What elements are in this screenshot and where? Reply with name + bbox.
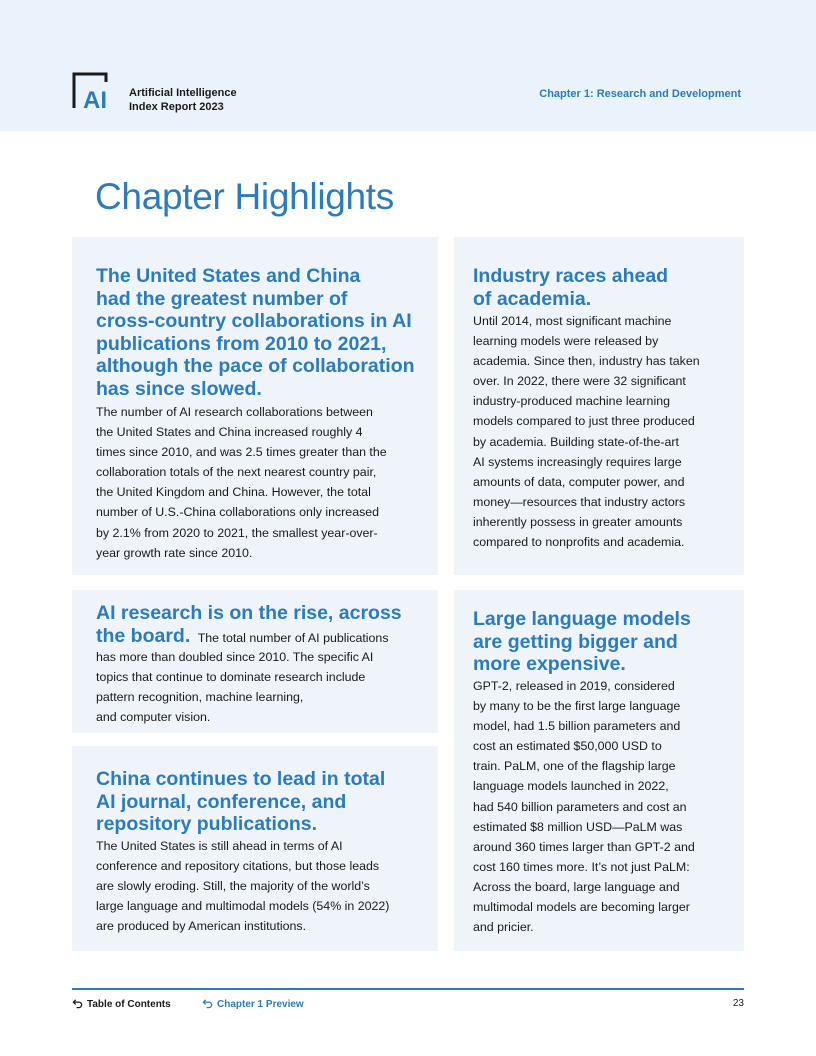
body-line: The total number of AI publications <box>197 631 389 645</box>
card-heading <box>96 602 436 625</box>
body-line: are slowly eroding. Still, the majority of the world’s <box>96 879 370 894</box>
card-heading <box>96 265 426 401</box>
report-title-line1: Artificial Intelligence <box>129 87 237 99</box>
heading-line: publications from 2010 to 2021, <box>96 332 387 355</box>
page-title: Chapter Highlights <box>95 176 394 217</box>
heading-line: more expensive. <box>473 653 626 676</box>
body-line: GPT-2, released in 2019, considered <box>473 679 675 693</box>
body-line: the United States and China increased roughly 4 <box>96 425 363 440</box>
card-body <box>96 647 431 727</box>
highlight-card-collaboration <box>72 237 438 575</box>
heading-line: the board. <box>96 625 191 647</box>
heading-line: are getting bigger and <box>473 630 678 653</box>
body-line: conference and repository citations, but those leads <box>96 859 380 874</box>
card-heading <box>96 768 426 836</box>
heading-line: China continues to lead in total <box>96 768 386 790</box>
chapter-label[interactable]: Chapter 1: Research and Development <box>539 88 741 100</box>
heading-line: had the greatest number of <box>96 287 348 310</box>
body-line: year growth rate since 2010. <box>96 545 253 560</box>
heading-line: cross-country collaborations in AI <box>96 310 412 333</box>
body-line: topics that continue to dominate research include <box>96 670 366 685</box>
card-heading <box>473 265 738 310</box>
body-line: Across the board, large language and <box>473 879 680 894</box>
body-line: by many to be the first large language <box>473 699 681 714</box>
header-band <box>0 0 816 131</box>
body-line: pattern recognition, machine learning, <box>96 690 304 705</box>
chapter-preview-label: Chapter 1 Preview <box>217 999 304 1010</box>
body-line: academia. Since then, industry has taken <box>473 354 700 369</box>
body-line: learning models were released by <box>473 334 659 349</box>
ai-index-logo <box>72 72 120 110</box>
body-line: estimated $8 million USD—PaLM was <box>473 819 683 834</box>
body-line: around 360 times larger than GPT-2 and <box>473 839 695 854</box>
highlight-card-research-rise <box>72 590 438 733</box>
body-line: collaboration totals of the next nearest country pair, <box>96 465 377 480</box>
chapter-preview-link[interactable] <box>202 998 304 1010</box>
body-line: cost 160 times more. It’s not just PaLM: <box>473 859 690 874</box>
body-line: and pricier. <box>473 920 534 935</box>
body-line: had 540 billion parameters and cost an <box>473 799 687 814</box>
return-arrow-icon <box>72 998 83 1009</box>
card-heading <box>473 608 738 676</box>
heading-line: AI journal, conference, and <box>96 790 347 813</box>
body-line: industry-produced machine learning <box>473 394 670 409</box>
heading-line: of academia. <box>473 287 592 310</box>
heading-line: although the pace of collaboration <box>96 355 415 378</box>
body-line: the United Kingdom and China. However, the total <box>96 485 371 500</box>
body-line: large language and multimodal models (54% in 2022) <box>96 899 390 914</box>
body-line: by academia. Building state-of-the-art <box>473 434 679 449</box>
table-of-contents-link[interactable] <box>72 998 171 1010</box>
body-line: cost an estimated $50,000 USD to <box>473 739 662 754</box>
body-line: The number of AI research collaborations between <box>96 405 373 419</box>
body-line: model, had 1.5 billion parameters and <box>473 719 681 734</box>
heading-line: has since slowed. <box>96 377 262 400</box>
body-line: train. PaLM, one of the flagship large <box>473 759 676 774</box>
body-line: and computer vision. <box>96 710 211 725</box>
heading-line: Large language models <box>473 608 691 630</box>
report-title-line2: Index Report 2023 <box>129 101 224 113</box>
card-body <box>473 676 741 937</box>
table-of-contents-label: Table of Contents <box>87 999 171 1010</box>
highlight-card-llm <box>454 590 744 951</box>
body-line: money—resources that industry actors <box>473 494 686 509</box>
heading-line: Industry races ahead <box>473 265 669 287</box>
body-line: models compared to just three produced <box>473 414 695 429</box>
body-line: number of U.S.-China collaborations only increased <box>96 505 380 520</box>
page-number: 23 <box>732 998 744 1009</box>
body-line: AI systems increasingly requires large <box>473 454 682 469</box>
body-line: amounts of data, computer power, and <box>473 474 685 489</box>
heading-line: AI research is on the rise, across <box>96 602 402 624</box>
card-inline-row <box>96 625 436 648</box>
body-line: times since 2010, and was 2.5 times greater than the <box>96 445 387 460</box>
return-arrow-icon <box>202 998 213 1009</box>
card-body <box>96 836 431 936</box>
footer-rule <box>72 988 744 990</box>
body-line: over. In 2022, there were 32 significant <box>473 374 686 389</box>
body-line: inherently possess in greater amounts <box>473 514 683 529</box>
highlight-card-industry <box>454 237 744 575</box>
body-line: compared to nonprofits and academia. <box>473 535 685 550</box>
body-line: multimodal models are becoming larger <box>473 900 690 915</box>
card-body <box>473 311 741 552</box>
card-body <box>96 402 431 563</box>
highlight-card-china-lead <box>72 746 438 951</box>
report-title <box>129 86 237 114</box>
body-line: has more than doubled since 2010. The specific AI <box>96 650 374 664</box>
body-line: are produced by American institutions. <box>96 919 307 934</box>
body-line: The United States is still ahead in terms of AI <box>96 839 343 853</box>
heading-line: The United States and China <box>96 265 361 287</box>
body-line: language models launched in 2022, <box>473 779 669 794</box>
body-line: by 2.1% from 2020 to 2021, the smallest year-over- <box>96 525 378 540</box>
body-line: Until 2014, most significant machine <box>473 314 672 328</box>
logo-text: AI <box>83 87 107 110</box>
heading-line: repository publications. <box>96 813 318 836</box>
